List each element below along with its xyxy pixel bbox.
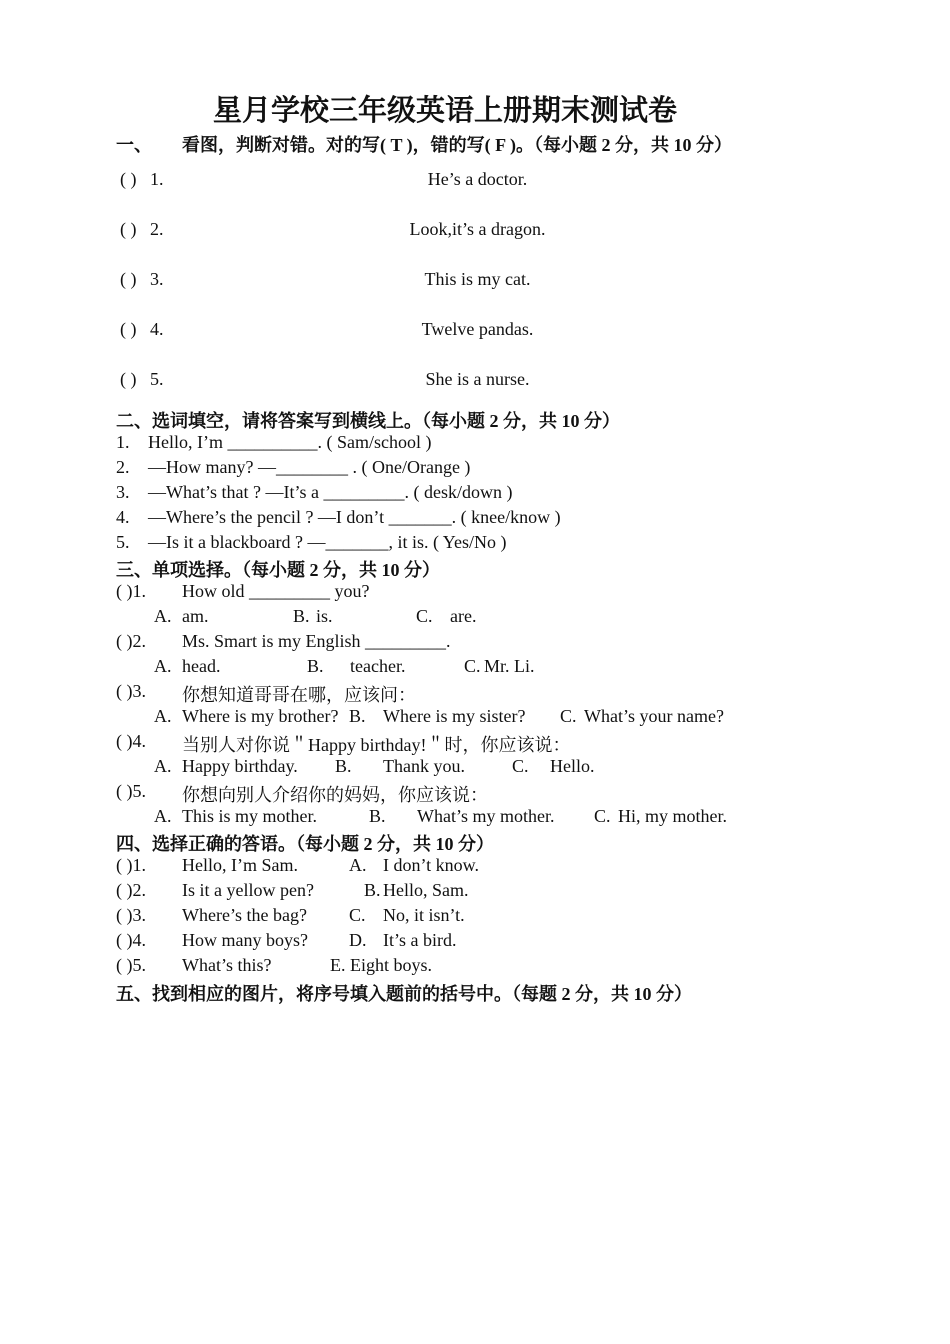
question-text: How old _________ you? (182, 581, 370, 601)
section2-item (0, 457, 950, 481)
section1-heading (116, 131, 732, 157)
question-number: ( )3. (116, 681, 146, 701)
answer-blank: ( ) (120, 169, 137, 189)
section1-heading-text: 看图，判断对错。对的写( T )，错的写( F )。（每小题 2 分，共 10 分） (182, 135, 732, 155)
item-sentence: Twelve pandas. (421, 319, 534, 339)
item-number: 5. (150, 369, 164, 389)
question-text: Hello, I’m Sam. (182, 855, 298, 875)
option-letter: C. (560, 706, 577, 726)
question-text: What’s this? (182, 955, 272, 975)
option-letter: B. (293, 606, 310, 626)
section2-item (0, 432, 950, 456)
option-letter: A. (154, 656, 172, 676)
question-text: Is it a yellow pen? (182, 880, 314, 900)
question-number: ( )3. (116, 905, 146, 925)
answer-letter: E. (330, 955, 346, 975)
option-letter: B. (307, 656, 324, 676)
item-text: —Where’s the pencil ? —I don’t _______. ( knee/know ) (148, 507, 561, 527)
section4-item (0, 955, 950, 979)
option-text: Where is my brother? (182, 706, 339, 726)
question-text: Ms. Smart is my English _________. (182, 631, 451, 651)
option-text: are. (450, 606, 477, 626)
section3-heading: 三、单项选择。（每小题 2 分，共 10 分） (116, 560, 440, 580)
item-number: 3. (150, 269, 164, 289)
question-number: ( )1. (116, 855, 146, 875)
section2-item (0, 532, 950, 556)
option-text: teacher. (350, 656, 406, 676)
section1-item (0, 269, 950, 293)
option-letter: C. (416, 606, 433, 626)
item-number: 1. (116, 432, 130, 452)
section2-item (0, 507, 950, 531)
section3-options (0, 606, 950, 630)
section3-question (0, 781, 950, 805)
option-letter: C. (512, 756, 529, 776)
option-letter: C. (464, 656, 481, 676)
option-letter: B. (369, 806, 386, 826)
question-number: ( )5. (116, 781, 146, 801)
item-number: 4. (116, 507, 130, 527)
item-sentence: He’s a doctor. (427, 169, 528, 189)
item-text: Hello, I’m __________. ( Sam/school ) (148, 432, 432, 452)
section4-item (0, 930, 950, 954)
section3-question (0, 681, 950, 705)
answer-text: Eight boys. (350, 955, 433, 975)
item-number: 2. (116, 457, 130, 477)
option-text: Hi, my mother. (618, 806, 727, 826)
answer-blank: ( ) (120, 319, 137, 339)
item-text: —What’s that ? —It’s a _________. ( desk/down ) (148, 482, 513, 502)
item-number: 4. (150, 319, 164, 339)
answer-letter: D. (349, 930, 367, 950)
option-letter: A. (154, 606, 172, 626)
answer-text: It’s a bird. (383, 930, 457, 950)
option-letter: C. (594, 806, 611, 826)
section1-heading-num: 一、 (116, 135, 152, 155)
question-number: ( )2. (116, 880, 146, 900)
item-number: 1. (150, 169, 164, 189)
item-text: —How many? —________ . ( One/Orange ) (148, 457, 471, 477)
item-sentence: Look,it’s a dragon. (409, 219, 546, 239)
question-number: ( )1. (116, 581, 146, 601)
item-number: 2. (150, 219, 164, 239)
option-letter: A. (154, 706, 172, 726)
option-letter: A. (154, 806, 172, 826)
section1-item (0, 369, 950, 393)
option-letter: B. (349, 706, 366, 726)
section4-heading: 四、选择正确的答语。（每小题 2 分，共 10 分） (116, 834, 494, 854)
answer-blank: ( ) (120, 369, 137, 389)
section3-options (0, 656, 950, 680)
section3-question (0, 581, 950, 605)
option-text: Hello. (550, 756, 595, 776)
section3-question (0, 731, 950, 755)
section5-heading: 五、找到相应的图片，将序号填入题前的括号中。（每题 2 分，共 10 分） (116, 984, 692, 1004)
exam-title: 星月学校三年级英语上册期末测试卷 (212, 95, 677, 127)
answer-text: Hello, Sam. (383, 880, 469, 900)
option-text: Where is my sister? (383, 706, 526, 726)
item-text: —Is it a blackboard ? —_______, it is. ( Yes/No ) (148, 532, 507, 552)
question-number: ( )4. (116, 930, 146, 950)
section3-options (0, 756, 950, 780)
option-letter: B. (335, 756, 352, 776)
question-text: 当别人对你说＂Happy birthday!＂时，你应该说： (182, 735, 571, 755)
section4-item (0, 905, 950, 929)
answer-letter: A. (349, 855, 367, 875)
question-number: ( )5. (116, 955, 146, 975)
section2-heading: 二、选词填空，请将答案写到横线上。（每小题 2 分，共 10 分） (116, 411, 620, 431)
item-sentence: She is a nurse. (425, 369, 530, 389)
answer-text: I don’t know. (383, 855, 479, 875)
question-number: ( )2. (116, 631, 146, 651)
question-text: Where’s the bag? (182, 905, 307, 925)
question-text: How many boys? (182, 930, 308, 950)
option-text: Thank you. (383, 756, 465, 776)
question-number: ( )4. (116, 731, 146, 751)
question-text: 你想知道哥哥在哪，应该问： (182, 685, 416, 705)
answer-blank: ( ) (120, 269, 137, 289)
option-text: head. (182, 656, 221, 676)
answer-text: No, it isn’t. (383, 905, 465, 925)
option-text: am. (182, 606, 209, 626)
section3-question (0, 631, 950, 655)
option-text: What’s my mother. (417, 806, 555, 826)
answer-letter: B. (364, 880, 381, 900)
item-number: 5. (116, 532, 130, 552)
section3-options (0, 806, 950, 830)
option-letter: A. (154, 756, 172, 776)
option-text: is. (316, 606, 333, 626)
section1-item (0, 319, 950, 343)
section1-item (0, 169, 950, 193)
section2-item (0, 482, 950, 506)
item-number: 3. (116, 482, 130, 502)
section3-options (0, 706, 950, 730)
option-text: Happy birthday. (182, 756, 298, 776)
option-text: What’s your name? (584, 706, 724, 726)
section4-item (0, 855, 950, 879)
option-text: This is my mother. (182, 806, 317, 826)
section4-item (0, 880, 950, 904)
item-sentence: This is my cat. (424, 269, 531, 289)
section1-item (0, 219, 950, 243)
question-text: 你想向别人介绍你的妈妈，你应该说： (182, 785, 488, 805)
option-text: Mr. Li. (484, 656, 535, 676)
answer-blank: ( ) (120, 219, 137, 239)
answer-letter: C. (349, 905, 366, 925)
